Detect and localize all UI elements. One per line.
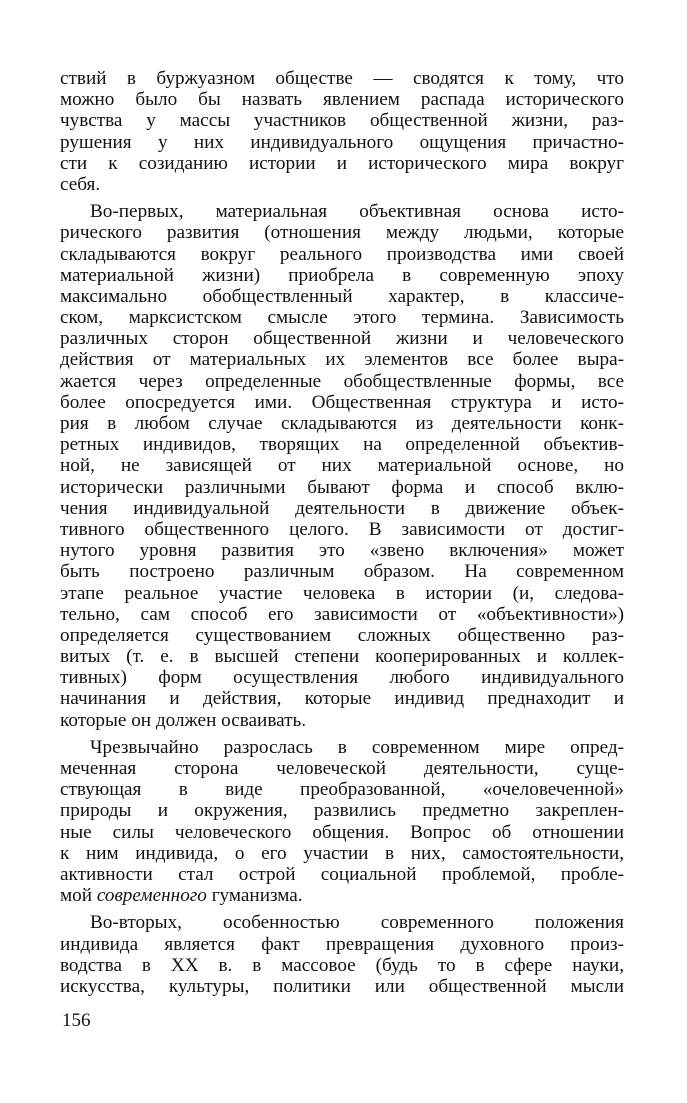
text-line: Во-вторых, особенностью современного положения — [90, 912, 624, 934]
text-line: активности стал острой социальной проблемой, пробле- — [60, 863, 624, 885]
text-line: нутого уровня развития это «звено включения» может — [60, 540, 624, 562]
text-line: начинания и действия, которые индивид преднаходит и — [60, 688, 624, 710]
text-line: Чрезвычайно разрослась в современном мире опред- — [90, 736, 624, 758]
text-line: которые он должен осваивать. — [60, 709, 307, 731]
text-line: водства в XX в. в массовое (будь то в сфере науки, — [60, 954, 624, 976]
text-line: себя. — [60, 173, 101, 195]
text-line: рия в любом случае складываются из деятельности конк- — [60, 413, 624, 434]
text-line: меченная сторона человеческой деятельности, суще- — [60, 758, 624, 779]
text-line: ные силы человеческого общения. Вопрос об отношении — [60, 821, 624, 843]
text-line: чения индивидуальной деятельности в движение объек- — [60, 497, 624, 519]
text-line: максимально обобществленный характер, в классиче- — [60, 285, 624, 307]
text-line: Во-первых, материальная объективная основа исто- — [90, 201, 624, 223]
paragraph-4 — [60, 912, 624, 997]
text-line: искусства, культуры, политики или общественной мысли — [60, 975, 624, 997]
text-line: витых (т. е. в высшей степени кооперированных и коллек- — [60, 646, 624, 668]
text-line: ствий в буржуазном обществе — сводятся к тому, что — [60, 68, 624, 89]
text-line: природы и окружения, развились предметно закреплен- — [60, 800, 624, 822]
paragraph-3 — [60, 737, 624, 907]
paragraph-2 — [60, 201, 624, 731]
text-line: сти к созиданию истории и исторического мира вокруг — [60, 152, 624, 174]
text-line: можно было бы назвать явлением распада исторического — [60, 89, 624, 111]
text-line: ствующая в виде преобразованной, «очеловеченной» — [60, 779, 624, 801]
text-line: индивида является факт превращения духовного произ- — [60, 933, 624, 955]
text-line: жается через определенные обобществленные формы, все — [60, 370, 624, 392]
text-line: рического развития (отношения между людьми, которые — [60, 222, 624, 244]
text-line: различных сторон общественной жизни и человеческого — [60, 328, 624, 350]
text-line: ском, марксистском смысле этого термина. Зависимость — [60, 307, 624, 329]
text-line-with-emphasis — [60, 885, 624, 906]
text-line: определяется существованием сложных общественно раз- — [60, 624, 624, 646]
text-line: материальной жизни) приобрела в современную эпоху — [60, 264, 624, 286]
text-line: быть построено различным образом. На современном — [60, 561, 624, 583]
page-number: 156 — [62, 1010, 91, 1031]
emphasized-word: современного — [96, 885, 207, 907]
paragraph-1 — [60, 68, 624, 195]
text-line: тивных) форм осуществления любого индивидуального — [60, 667, 624, 689]
text-line: действия от материальных их элементов все более выра- — [60, 349, 624, 371]
text-line: ретных индивидов, творящих на определенной объектив- — [60, 434, 624, 456]
text-line: этапе реальное участие человека в истории (и, следова- — [60, 582, 624, 604]
text-line: к ним индивида, о его участии в них, самостоятельности, — [60, 842, 624, 864]
text-line: чувства у массы участников общественной жизни, раз- — [60, 110, 624, 132]
text-line: исторически различными бывают форма и способ вклю- — [60, 476, 624, 498]
text-line: тивного общественного целого. В зависимости от достиг- — [60, 518, 624, 540]
text-line: складываются вокруг реального производства ими своей — [60, 243, 624, 265]
text-line: рушения у них индивидуального ощущения причастно- — [60, 131, 624, 153]
text-fragment: мой — [60, 885, 97, 907]
text-line: более опосредуется ими. Общественная структура и исто- — [60, 391, 624, 413]
text-fragment: гуманизма. — [206, 885, 303, 907]
page-body — [60, 68, 624, 997]
text-line: ной, не зависящей от них материальной основе, но — [60, 455, 624, 477]
text-line: тельно, сам способ его зависимости от «объективности») — [60, 603, 624, 625]
